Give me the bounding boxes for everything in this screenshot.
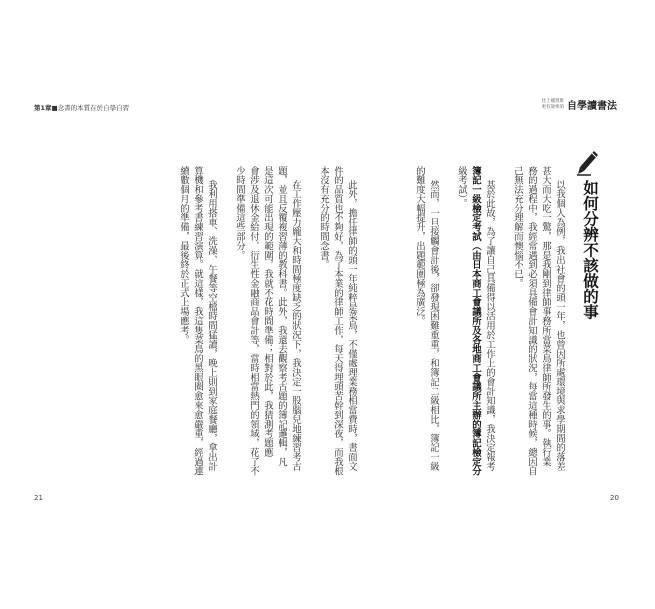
body-column: 續數個月的準備，最後終於正式上場應考。: [178, 166, 189, 345]
body-column: 然而，一旦接觸會計後，卻發現困難重重，和簿記二級相比，簿記一級: [428, 180, 439, 472]
running-head-sub-line-1: 比上補習班: [541, 98, 564, 104]
section-title-block: [573, 150, 611, 320]
body-column: 以我個人為例，我出社會的頭一年，也曾因所處環境與求學期間的落差: [554, 180, 565, 472]
body-column: 本沒有充分的時間念書。: [318, 166, 329, 270]
left-running-head: [34, 103, 129, 112]
chapter-label: 第1章: [34, 104, 52, 112]
body-column: 是這次可能出現的範圍，我就不花時間準備；相對於此，我猜測考題應: [262, 166, 273, 458]
body-column: 在工作壓力龐大和時間極度缺乏的狀況下，我決定一股腦兒地練習考古: [290, 180, 301, 472]
body-column: 會涉及退休金給付、衍生性金融商品會計等，當時相當熱門的領域，花了不: [248, 166, 259, 476]
right-running-head: [542, 97, 618, 112]
running-head-subtitle: [542, 99, 565, 111]
body-column: 的難度大幅提升，出題範圍極為廣泛。: [414, 166, 425, 326]
body-column: 件的品質也不夠好，為了本業的律師工作，每天得埋頭苦幹到深夜，而我根: [332, 166, 343, 476]
right-page-number: 20: [610, 494, 619, 502]
pencil-icon: [577, 150, 599, 176]
body-column: 我利用搭車、洗澡、午餐等空檔時間猛讀，晚上則到家庭餐廳，拿出計: [206, 180, 217, 472]
body-column: 級考試）。: [456, 166, 467, 209]
body-column-bold: 簿記一級檢定考試（由日本商工會議所及各地商工會議所主辦的簿記檢定分: [470, 166, 481, 476]
body-column: 算機和參考書練習演算。就這樣，我這隻菜鳥的黑眼圈愈來愈嚴重，經過連: [192, 166, 203, 476]
chapter-title: ■念書的本質在於自學自習: [51, 104, 130, 112]
book-title: 自學讀書法: [567, 101, 617, 112]
body-column: 甚大而大吃一驚，那是我剛到律師事務所當菜鳥律師所發生的事。執行業: [540, 166, 551, 467]
running-head-sub-line-2: 更有效率的: [541, 104, 564, 110]
body-column: 己無法充分理解而懊惱不已。: [512, 166, 523, 289]
body-column: 少時間準備這些部分。: [234, 166, 245, 260]
section-title: 如何分辨不該做的事: [581, 180, 599, 320]
left-page-number: 21: [34, 494, 43, 502]
body-column: 此外，擔任律師的頭一年純粹是菜鳥，不僅處理業務相當費時，書面文: [346, 180, 357, 472]
body-column: 基於此故，為了讓自己具備得以活用於工作上的會計知識，我決定報考: [484, 180, 495, 472]
body-column: 務的過程中，我經常遇到必須具備會計知識的狀況，每當這種時候，總因自: [526, 166, 537, 476]
body-column: 題，並且反覆複習薄的教科書。此外，我還去觀察考古題的簿記邏輯，凡: [276, 166, 287, 467]
